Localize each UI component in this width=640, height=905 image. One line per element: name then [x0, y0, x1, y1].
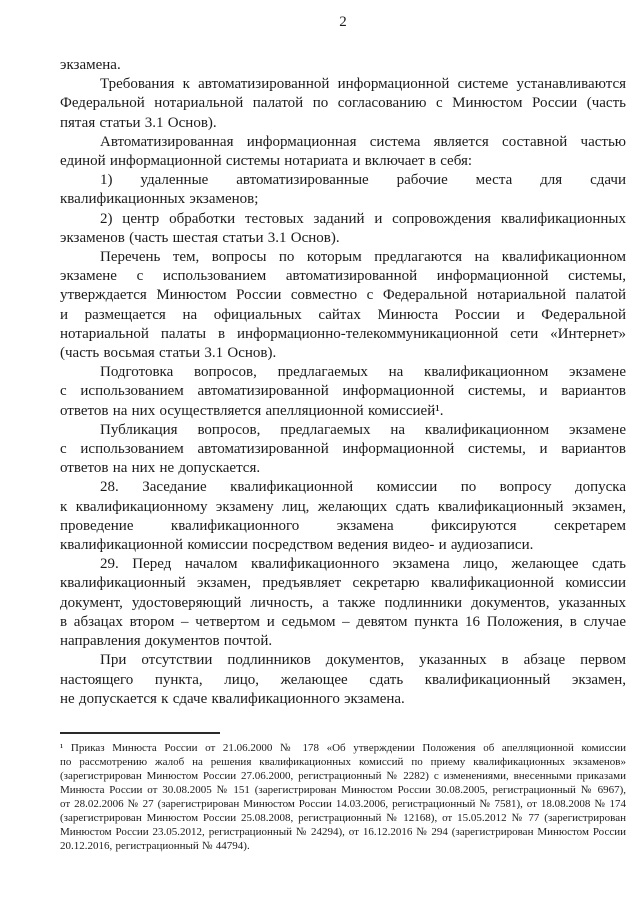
footnote-line: Минюстом России 23.05.2012, регистрационный № 24294), от 16.12.2016 № 294 (зарегистрирован Минюстом России [60, 825, 626, 838]
paragraph [60, 171, 626, 209]
paragraph [60, 210, 626, 248]
text-line: с использованием автоматизированной информационной системы, и вариантов [60, 383, 626, 400]
text-line: утверждается Минюстом России совместно с Федеральной нотариальной палатой [60, 287, 626, 304]
text-line: ответов на них не допускается. [60, 460, 261, 477]
text-line: экзамена. [60, 57, 121, 73]
text-line: Перечень тем, вопросы по которым предлагаются на квалификационном [100, 249, 626, 266]
text-line: квалификационных экзаменов; [60, 191, 259, 208]
text-line: в абзацах втором – четвертом и седьмом – девятом пункта 16 Положения, в случае [60, 613, 626, 630]
text-line: не допускается к сдаче квалификационного экзамена. [60, 690, 405, 707]
text-line: и размещается на официальных сайтах Минюста России и Федеральной [60, 306, 626, 323]
text-line: настоящего пункта, лицо, желающее сдать квалификационный экзамен, [60, 671, 626, 688]
footnote-line: от 28.02.2006 № 27 (зарегистрирован Минюстом России 14.03.2006, регистрационный № 7581), от 18.08.2008 № 174 [60, 797, 626, 810]
text-line: Подготовка вопросов, предлагаемых на квалификационном экзамене [100, 364, 626, 381]
text-line: к квалификационному экзамену лиц, желающих сдать квалификационный экзамен, [60, 498, 626, 515]
text-line: экзаменов (часть шестая статьи 3.1 Основ). [60, 229, 340, 246]
page-number: 2 [339, 14, 347, 30]
paragraph [60, 56, 626, 75]
footnote [60, 741, 626, 853]
text-line: 29. Перед началом квалификационного экзамена лицо, желающее сдать [100, 556, 626, 573]
text-line: Автоматизированная информационная система является составной частью [100, 133, 626, 150]
text-line: нотариальной палаты в информационно-телекоммуникационной сети «Интернет» [60, 325, 626, 342]
text-line: единой информационной системы нотариата и включает в себя: [60, 153, 473, 170]
text-line: (часть восьмая статьи 3.1 Основ). [60, 345, 277, 362]
text-line: документ, удостоверяющий личность, а также подлинники документов, указанных [60, 594, 626, 611]
footnote-separator [60, 732, 220, 734]
footnote-line: Минюста России от 30.08.2005 № 151 (зарегистрирован Минюстом России 30.08.2005, регистрационный № 6967), [60, 783, 626, 796]
text-line: 1) удаленные автоматизированные рабочие места для сдачи [100, 172, 626, 189]
text-line: квалификационной комиссии посредством ведения видео- и аудиозаписи. [60, 537, 534, 554]
text-line: проведение квалификационного экзамена фиксируются секретарем [60, 517, 626, 534]
footnote-line: ¹ Приказ Минюста России от 21.06.2000 № 178 «Об утверждении Положения об апелляционной комиссии [60, 741, 626, 754]
text-line: При отсутствии подлинников документов, указанных в абзаце первом [100, 652, 626, 669]
text-line: ответов на них осуществляется апелляционной комиссией¹. [60, 402, 444, 419]
text-line: Требования к автоматизированной информационной системе устанавливаются [100, 76, 626, 93]
text-line: Публикация вопросов, предлагаемых на квалификационном экзамене [100, 421, 626, 438]
paragraph [60, 363, 626, 421]
body-text [60, 56, 626, 709]
footnote-line: (зарегистрирован Минюстом России 25.08.2008, регистрационный № 12168), от 15.05.2012 № 77 (зарегистрирован [60, 811, 626, 824]
footnote-line: 20.12.2016, регистрационный № 44794). [60, 839, 250, 852]
text-line: экзамене с использованием автоматизированной информационной системы, [60, 268, 626, 285]
paragraph [60, 248, 626, 363]
text-line: с использованием автоматизированной информационной системы, и вариантов [60, 441, 626, 458]
text-line: пятая статьи 3.1 Основ). [60, 114, 217, 131]
paragraph [60, 651, 626, 709]
footnote-line: (зарегистрирован Минюстом России 27.06.2000, регистрационный № 2282) с изменениями, внесенными приказами [60, 769, 626, 782]
paragraph [60, 75, 626, 133]
text-line: квалификационный экзамен, предъявляет секретарю квалификационной комиссии [60, 575, 626, 592]
paragraph [60, 555, 626, 651]
paragraph [60, 133, 626, 171]
footnote-line: по рассмотрению жалоб на решения квалификационных комиссий по приему квалификационных экзаменов» [60, 755, 626, 768]
text-line: 2) центр обработки тестовых заданий и сопровождения квалификационных [100, 210, 626, 227]
paragraph [60, 478, 626, 555]
paragraph [60, 421, 626, 479]
text-line: Федеральной нотариальной палатой по согласованию с Минюстом России (часть [60, 95, 626, 112]
text-line: 28. Заседание квалификационной комиссии по вопросу допуска [100, 479, 626, 496]
text-line: направления документов почтой. [60, 633, 273, 650]
